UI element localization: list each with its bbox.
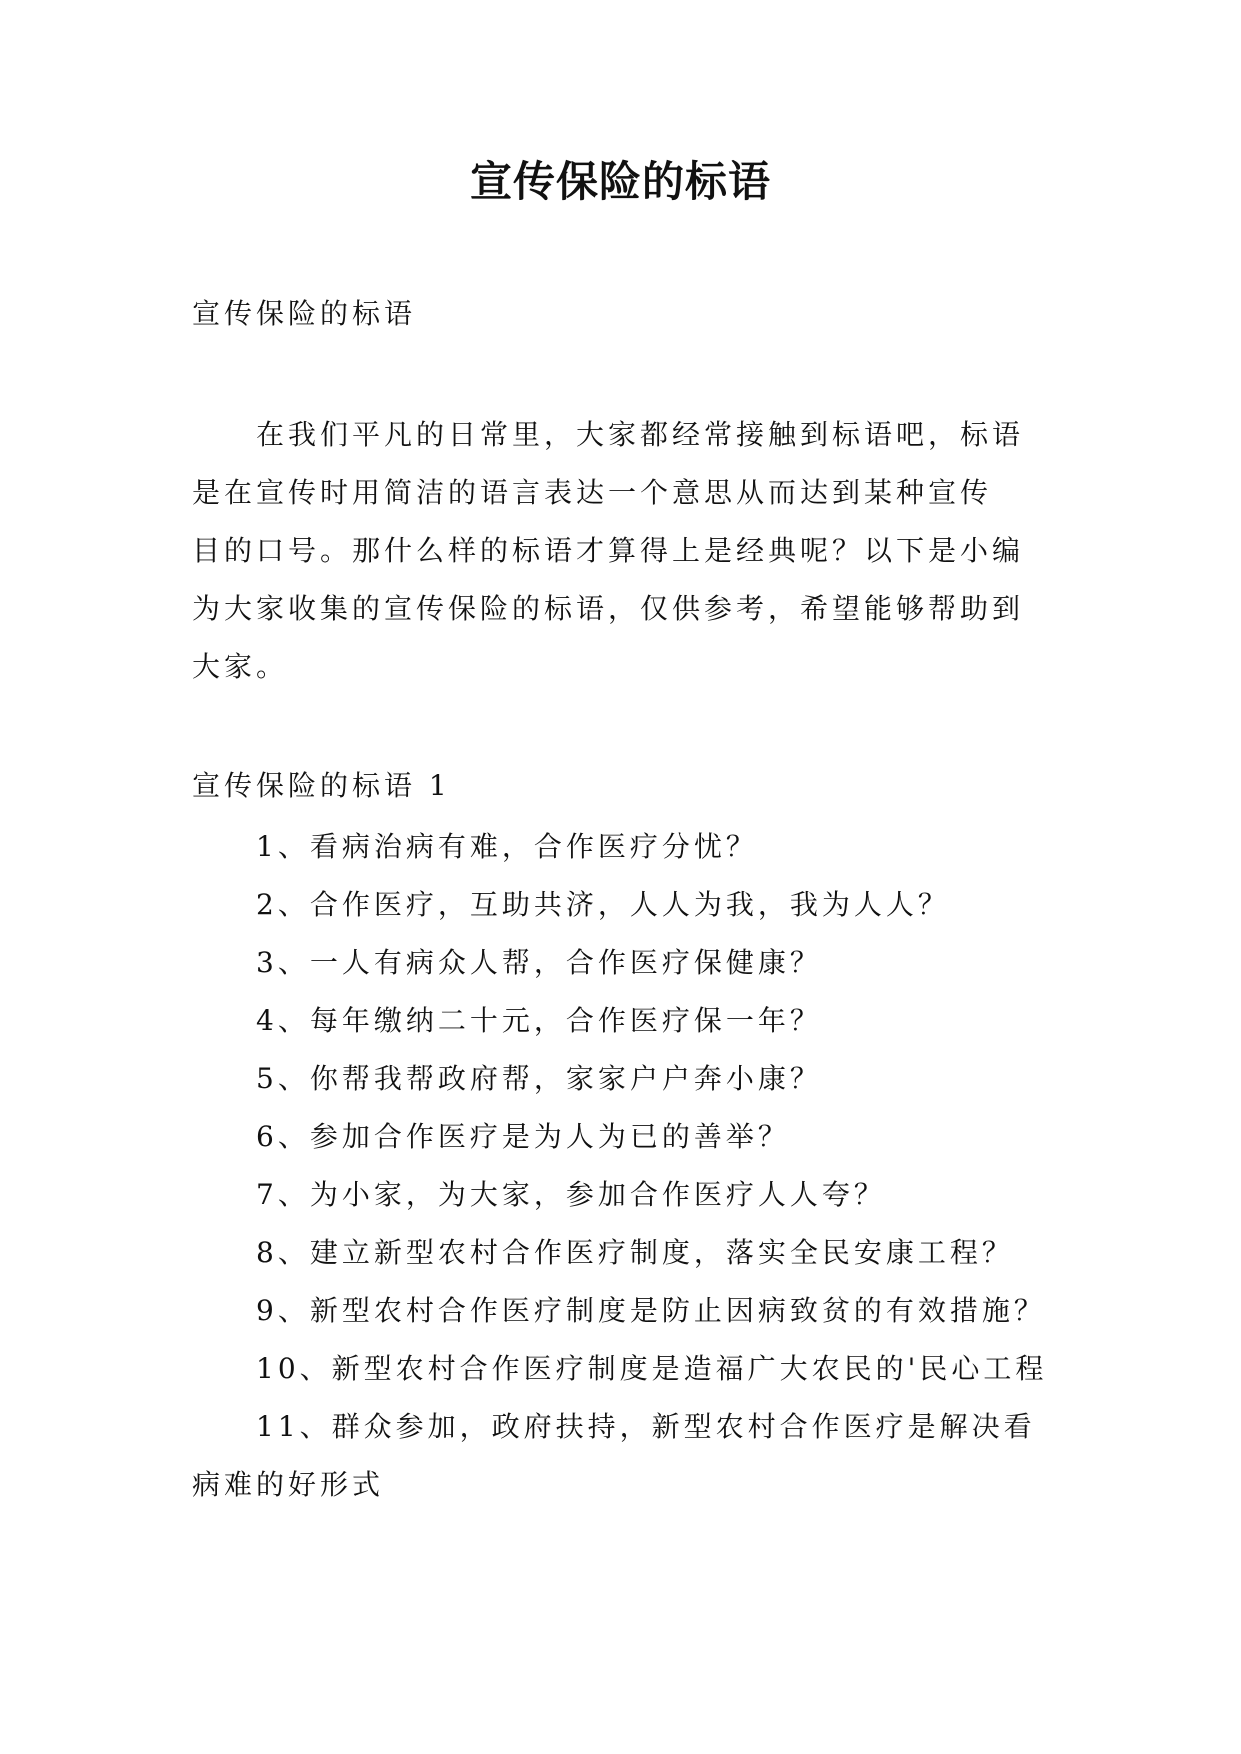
slogan-item: 1、看病治病有难，合作医疗分忧？ — [256, 830, 758, 863]
section-heading: 宣传保险的标语 1 — [192, 769, 451, 802]
slogan-item: 3、一人有病众人帮，合作医疗保健康？ — [256, 946, 822, 979]
intro-line: 是在宣传时用简洁的语言表达一个意思从而达到某种宣传 — [192, 476, 993, 509]
intro-line: 在我们平凡的日常里，大家都经常接触到标语吧，标语 — [256, 418, 1025, 451]
slogan-item: 10、新型农村合作医疗制度是造福广大农民的'民心工程 — [256, 1352, 1048, 1385]
slogan-item: 7、为小家，为大家，参加合作医疗人人夸？ — [256, 1178, 886, 1211]
intro-line: 大家。 — [192, 650, 289, 683]
slogan-item: 4、每年缴纳二十元，合作医疗保一年？ — [256, 1004, 822, 1037]
slogan-item: 9、新型农村合作医疗制度是防止因病致贫的有效措施？ — [256, 1294, 1046, 1327]
slogan-item: 2、合作医疗，互助共济，人人为我，我为人人？ — [256, 888, 950, 921]
slogan-item: 8、建立新型农村合作医疗制度，落实全民安康工程？ — [256, 1236, 1014, 1269]
slogan-item: 6、参加合作医疗是为人为已的善举？ — [256, 1120, 790, 1153]
slogan-list — [192, 818, 1082, 1514]
slogan-item: 5、你帮我帮政府帮，家家户户奔小康？ — [256, 1062, 822, 1095]
slogan-item: 11、群众参加，政府扶持，新型农村合作医疗是解决看病难的好形式 — [192, 1410, 1036, 1501]
document-subtitle: 宣传保险的标语 — [192, 297, 417, 330]
document-title: 宣传保险的标语 — [469, 157, 771, 206]
intro-line: 为大家收集的宣传保险的标语，仅供参考，希望能够帮助到 — [192, 592, 1025, 625]
intro-paragraph — [192, 406, 1052, 696]
intro-line: 目的口号。那什么样的标语才算得上是经典呢？以下是小编 — [192, 534, 1025, 567]
